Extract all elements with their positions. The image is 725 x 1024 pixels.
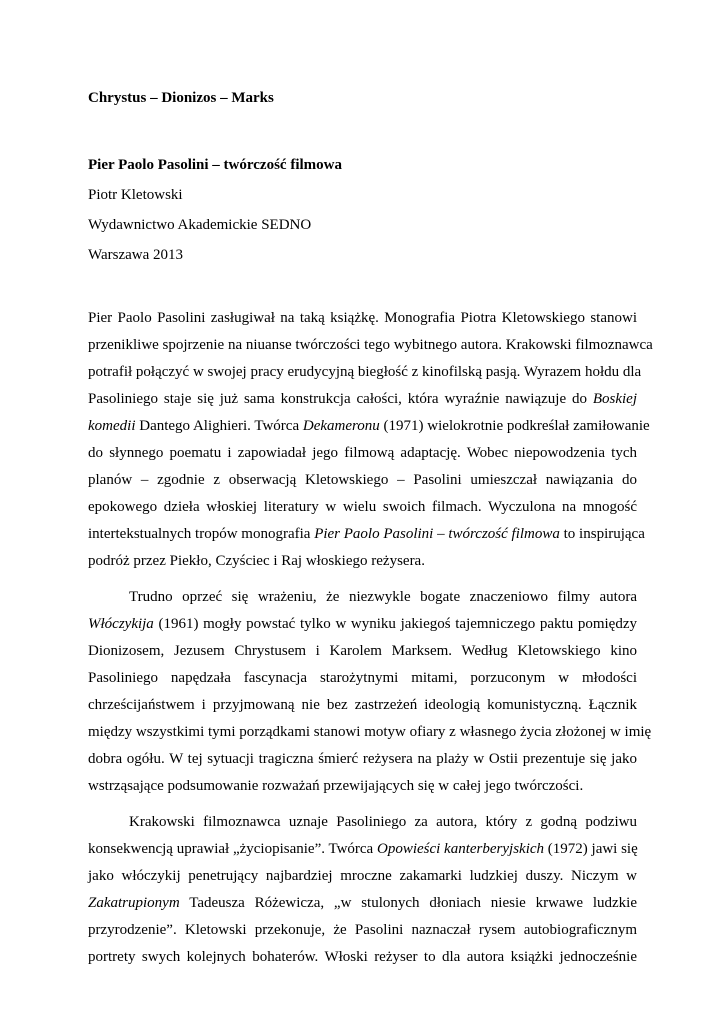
paragraph-line: jako włóczykij penetrujący najbardziej mroczne zakamarki ludzkiej duszy. Niczym w: [88, 868, 637, 884]
paragraph-line: Zakatrupionym Tadeusza Różewicza, „w stulonych dłoniach niesie krwawe ludzkie: [88, 895, 637, 911]
paragraph-line: Pasoliniego staje się już sama konstrukcja całości, która wyraźnie nawiązuje do Boskiej: [88, 391, 637, 407]
paragraph-line: portrety swych kolejnych bohaterów. Włoski reżyser to dla autora książki jednocześnie: [88, 949, 637, 965]
book-author: Piotr Kletowski: [88, 187, 183, 203]
paragraph-line: konsekwencją uprawiał „życiopisanie”. Twórca Opowieści kanterberyjskich (1972) jawi się: [88, 841, 638, 857]
paragraph-line: potrafił połączyć w swojej pracy erudycyjną biegłość z kinofilską pasją. Wyrazem hołdu dla: [88, 364, 642, 380]
paragraph-line: Krakowski filmoznawca uznaje Pasoliniego za autora, który z godną podziwu: [129, 814, 637, 830]
paragraph-1: [88, 305, 653, 575]
paragraph-line: wstrząsające podsumowanie rozważań przewijających się w całej jego twórczości.: [88, 778, 584, 794]
paragraph-line: Dionizosem, Jezusem Chrystusem i Karolem Marksem. Według Kletowskiego kino: [88, 643, 637, 659]
paragraph-line: epokowego dzieła włoskiej literatury w wielu swoich filmach. Wyczulona na mnogość: [88, 499, 637, 515]
paragraph-line: między wszystkimi tymi porządkami stanowi motyw ofiary z własnego życia złożonej w imię: [88, 724, 652, 740]
paragraph-line: do słynnego poematu i zapowiadał jego filmową adaptację. Wobec niepowodzenia tych: [88, 445, 637, 461]
paragraph-line: dobra ogółu. W tej sytuacji tragiczna śmierć reżysera na plaży w Ostii prezentuje się jako: [88, 751, 637, 767]
paragraph-line: przyrodzenie”. Kletowski przekonuje, że Pasolini naznaczał rysem autobiograficznym: [88, 922, 637, 938]
paragraph-line: Trudno oprzeć się wrażeniu, że niezwykle bogate znaczeniowo filmy autora: [129, 589, 637, 605]
paragraph-line: podróż przez Piekło, Czyściec i Raj włoskiego reżysera.: [88, 553, 425, 569]
paragraph-3: [88, 809, 637, 971]
book-title: Pier Paolo Pasolini – twórczość filmowa: [88, 157, 342, 173]
paragraph-line: intertekstualnych tropów monografia Pier Paolo Pasolini – twórczość filmowa to inspirująca: [88, 526, 645, 542]
book-place-year: Warszawa 2013: [88, 247, 184, 263]
paragraph-line: komedii Dantego Alighieri. Twórca Dekameronu (1971) wielokrotnie podkreślał zamiłowanie: [88, 418, 650, 434]
paragraph-line: Włóczykija (1961) mogły powstać tylko w wyniku jakiegoś tajemniczego paktu pomiędzy: [88, 616, 638, 632]
paragraph-line: przenikliwe spojrzenie na niuanse twórczości tego wybitnego autora. Krakowski filmoznawca: [88, 337, 653, 353]
paragraph-line: Pier Paolo Pasolini zasługiwał na taką książkę. Monografia Piotra Kletowskiego stanowi: [88, 310, 637, 326]
article-title: Chrystus – Dionizos – Marks: [88, 90, 274, 106]
book-publisher: Wydawnictwo Akademickie SEDNO: [88, 217, 312, 233]
paragraph-line: Pasoliniego napędzała fascynacja starożytnymi mitami, porzuconym w młodości: [88, 670, 637, 686]
paragraph-line: chrześcijaństwem i przyjmowaną nie bez zastrzeżeń ideologią komunistyczną. Łącznik: [88, 697, 637, 713]
paragraph-2: [88, 584, 652, 800]
paragraph-line: planów – zgodnie z obserwacją Kletowskiego – Pasolini umieszczał nawiązania do: [88, 472, 637, 488]
